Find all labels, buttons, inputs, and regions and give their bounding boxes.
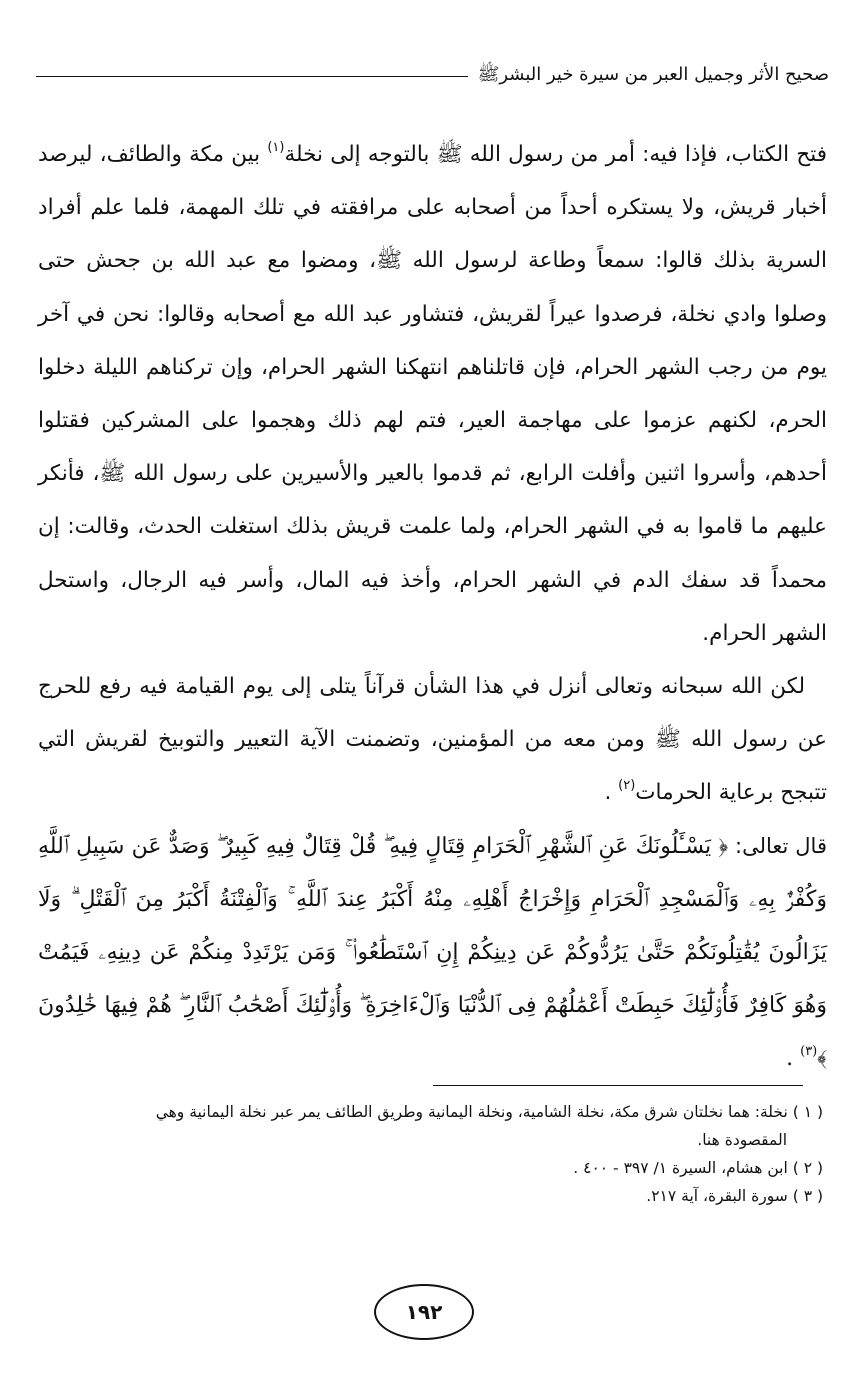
footnote-ref-1[interactable]: (١) xyxy=(267,140,285,155)
paragraph-2-end: . xyxy=(604,780,619,806)
header-title: صحيح الأثر وجميل العبر من سيرة خير البشرﷺ xyxy=(477,64,829,85)
footnote-3-marker: ( ٣ ) xyxy=(792,1187,823,1205)
footnote-1-continuation: المقصودة هنا. xyxy=(697,1131,787,1149)
footnote-3-text: سورة البقرة، آية ٢١٧. xyxy=(646,1187,788,1205)
footnote-separator xyxy=(433,1085,803,1086)
footnote-1 xyxy=(40,1098,823,1126)
paragraph-1 xyxy=(38,128,827,660)
footnotes xyxy=(40,1098,823,1210)
main-text xyxy=(38,128,827,1085)
quran-verse xyxy=(38,820,827,1085)
running-header xyxy=(36,62,829,90)
paragraph-1-rest: بين مكة والطائف، ليرصد أخبار قريش، ولا يستكره أحداً من أصحابه على مرافقته في تلك المهمة، فلما علم أفراد السرية بذلك قالوا: سمعاً وطاعة لرسول الله ﷺ، ومضوا مع عبد الله بن جحش حتى وصلوا وادي نخلة، فرصدوا عيراً لقريش، فتشاور عبد الله مع أصحابه وقالوا: نحن في آخر يوم من رجب الشهر الحرام، فإن قاتلناهم انتهكنا الشهر الحرام، وإن تركناهم الليلة دخلوا الحرم، لكنهم عزموا على مهاجمة العير، فتم لهم ذلك وهجموا على المشركين فقتلوا أحدهم، وأسروا اثنين وأفلت الرابع، ثم قدموا بالعير والأسيرين على رسول الله ﷺ، فأنكر عليهم ما قاموا به في الشهر الحرام، ولما علمت قريش بذلك استغلت الحدث، وقالت: إن محمداً قد سفك الدم في الشهر الحرام، وأخذ فيه المال، وأسر فيه الرجال، واستحل الشهر الحرام. xyxy=(38,142,827,646)
verse-close-bracket: ﴾ xyxy=(817,1045,827,1071)
verse-intro: قال تعالى: xyxy=(728,833,827,858)
paragraph-1-start: فتح الكتاب، فإذا فيه: أمر من رسول الله ﷺ بالتوجه إلى نخلة xyxy=(284,142,827,167)
paragraph-2-text: لكن الله سبحانه وتعالى أنزل في هذا الشأن قرآناً يتلى إلى يوم القيامة فيه رفع للحرج عن رسول الله ﷺ ومن معه من المؤمنين، وتضمنت الآية التعيير والتوبيخ لقريش التي تتبجح برعاية الحرمات xyxy=(38,674,827,806)
footnote-ref-2[interactable]: (٢) xyxy=(618,778,636,794)
footnote-1-text: نخلة: هما نخلتان شرق مكة، نخلة الشامية، ونخلة اليمانية وطريق الطائف يمر عبر نخلة اليمانية وهي xyxy=(155,1103,788,1121)
footnote-2-marker: ( ٢ ) xyxy=(792,1159,823,1177)
footnote-ref-3[interactable]: (٣) xyxy=(800,1043,818,1059)
header-rule xyxy=(36,76,468,77)
footnote-2-text: ابن هشام، السيرة ١/ ٣٩٧ - ٤٠٠ . xyxy=(573,1159,788,1177)
footnote-3 xyxy=(40,1182,823,1210)
page-number: ١٩٢ xyxy=(405,1300,443,1324)
page-number-frame xyxy=(374,1284,474,1340)
footnote-1-marker: ( ١ ) xyxy=(792,1103,823,1121)
verse-text: يَسْـَٔلُونَكَ عَنِ ٱلشَّهْرِ ٱلْحَرَامِ قِتَالٍ فِيهِ ۖ قُلْ قِتَالٌ فِيهِ كَبِيرٌ ۖ وَصَدٌّ عَن سَبِيلِ ٱللَّهِ وَكُفْرٌۢ بِهِۦ وَٱلْمَسْجِدِ ٱلْحَرَامِ وَإِخْرَاجُ أَهْلِهِۦ مِنْهُ أَكْبَرُ عِندَ ٱللَّهِ ۚ وَٱلْفِتْنَةُ أَكْبَرُ مِنَ ٱلْقَتْلِ ۗ وَلَا يَزَالُونَ يُقَٰتِلُونَكُمْ حَتَّىٰ يَرُدُّوكُمْ عَن دِينِكُمْ إِنِ ٱسْتَطَٰعُوا۟ ۚ وَمَن يَرْتَدِدْ مِنكُمْ عَن دِينِهِۦ فَيَمُتْ وَهُوَ كَافِرٌ فَأُو۟لَٰٓئِكَ حَبِطَتْ أَعْمَٰلُهُمْ فِى ٱلدُّنْيَا وَٱلْءَاخِرَةِ ۖ وَأُو۟لَٰٓئِكَ أَصْحَٰبُ ٱلنَّارِ ۖ هُمْ فِيهَا خَٰلِدُونَ xyxy=(38,833,827,1018)
verse-open-bracket: ﴿ xyxy=(718,833,729,859)
paragraph-2 xyxy=(38,660,827,820)
verse-end: . xyxy=(786,1045,801,1071)
footnote-2 xyxy=(40,1154,823,1182)
